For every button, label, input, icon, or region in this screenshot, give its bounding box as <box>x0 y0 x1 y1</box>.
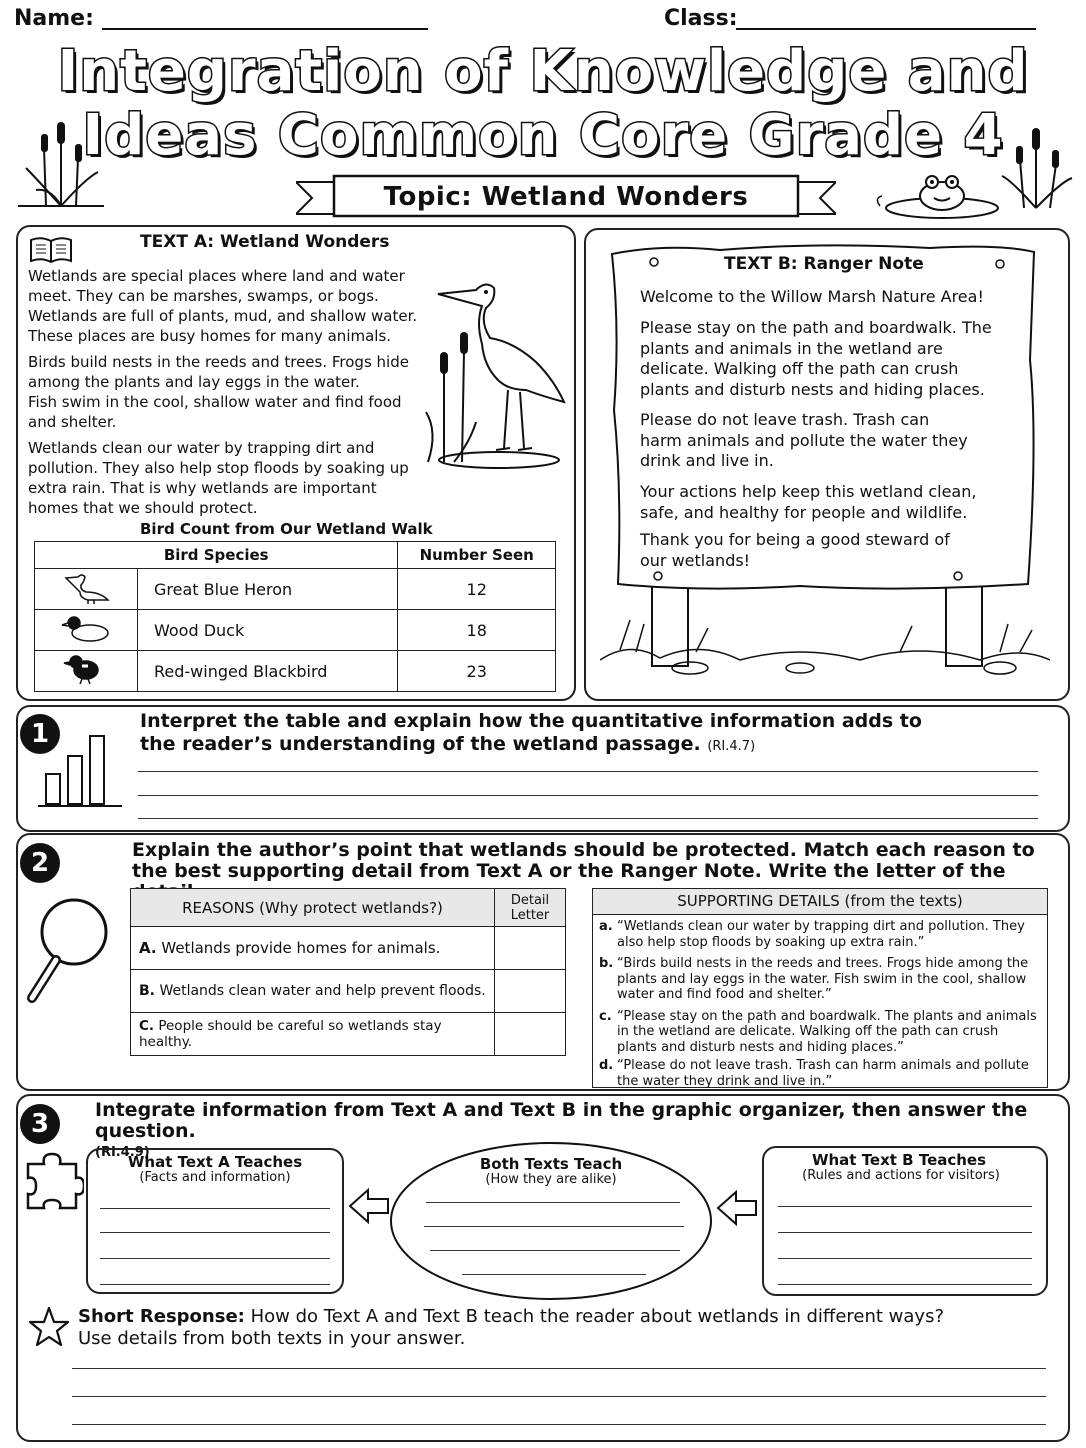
class-field[interactable] <box>736 28 1036 30</box>
text-a-heading: TEXT A: Wetland Wonders <box>140 232 390 252</box>
detail-letter-input[interactable] <box>495 970 566 1013</box>
supporting-detail: c. “Please stay on the path and boardwalk. The plants and animals in the wetland are delicate. Walking off the path can crush plants and disturb nests and hiding places.” <box>599 1008 1037 1055</box>
star-icon <box>28 1306 70 1348</box>
reason-row <box>131 1013 566 1056</box>
magnifying-glass-icon <box>24 892 114 1008</box>
duck-icon <box>56 611 116 645</box>
short-response-text <box>78 1306 978 1350</box>
organizer-line[interactable] <box>778 1258 1032 1259</box>
reason-row <box>131 927 566 970</box>
organizer-line[interactable] <box>100 1232 330 1233</box>
table-header-count: Number Seen <box>398 542 556 569</box>
text-a-paragraph-2: Birds build nests in the reeds and trees. Frogs hide among the plants and lay eggs in the water. <box>28 353 409 391</box>
detail-letter-input[interactable] <box>495 927 566 970</box>
topic-label: Topic: Wetland Wonders <box>383 182 749 212</box>
table-cell-count: 12 <box>398 569 556 610</box>
puzzle-piece-icon <box>22 1150 84 1212</box>
text-b-heading: TEXT B: Ranger Note <box>724 254 924 274</box>
table-cell-species: Wood Duck <box>138 610 398 651</box>
reason-row <box>131 970 566 1013</box>
question-2-number: 2 <box>20 843 60 883</box>
detail-letter-input[interactable] <box>495 1013 566 1056</box>
text-b-paragraph-5: Thank you for being a good steward of our wetlands! <box>640 530 950 570</box>
class-label: Class: <box>664 6 738 31</box>
question-1-prompt: Interpret the table and explain how the quantitative information adds to the reader’s understanding of the wetland passage. <box>140 710 922 755</box>
bird-table-title: Bird Count from Our Wetland Walk <box>140 520 433 538</box>
text-b-paragraph-3: Please do not leave trash. Trash can harm animals and pollute the water they drink and live in. <box>640 410 968 470</box>
organizer-line[interactable] <box>778 1206 1032 1207</box>
reasons-table <box>130 888 566 1056</box>
page-title-line1: Integration of Knowledge and <box>57 39 1029 104</box>
text-b-paragraph-1: Welcome to the Willow Marsh Nature Area! <box>640 287 984 306</box>
text-a-paragraph-3: Fish swim in the cool, shallow water and find food and shelter. <box>28 393 402 431</box>
question-1-text <box>140 710 940 758</box>
detail-letter-header: Detail Letter <box>495 889 566 927</box>
text-b-paragraph-4: Your actions help keep this wetland clean, safe, and healthy for people and wildlife. <box>640 482 977 522</box>
organizer-line[interactable] <box>100 1208 330 1209</box>
book-icon <box>28 234 74 264</box>
cattail-left-icon <box>16 108 106 208</box>
organizer-line[interactable] <box>100 1258 330 1259</box>
reason-text: People should be careful so wetlands stay healthy. <box>139 1018 442 1050</box>
supporting-detail: d. “Please do not leave trash. Trash can harm animals and pollute the water they drink and live in.” <box>599 1058 1029 1089</box>
table-cell-count: 23 <box>398 651 556 692</box>
both-texts-title: Both Texts Teach <box>479 1155 623 1173</box>
reason-letter: A. <box>139 939 157 957</box>
table-header-species: Bird Species <box>35 542 398 569</box>
supporting-details-panel <box>592 888 1048 1088</box>
heron-illustration-icon <box>424 272 574 472</box>
reason-text: Wetlands provide homes for animals. <box>161 939 441 957</box>
table-row <box>35 569 556 610</box>
bar-chart-icon <box>36 728 126 814</box>
organizer-line[interactable] <box>424 1226 684 1227</box>
answer-line[interactable] <box>138 771 1038 772</box>
supporting-detail: a. “Wetlands clean our water by trapping dirt and pollution. They also help stop floods by soaking up extra rain.” <box>599 919 1025 950</box>
arrow-left-icon <box>348 1188 390 1224</box>
table-cell-species: Great Blue Heron <box>138 569 398 610</box>
heron-icon <box>56 570 116 604</box>
reason-text: Wetlands clean water and help prevent floods. <box>159 983 486 999</box>
text-a-paragraph-4: Wetlands clean our water by trapping dirt and pollution. They also help stop floods by soaking up extra rain. That is why wetlands are important homes that we should protect. <box>28 439 409 517</box>
question-1-number: 1 <box>20 714 60 754</box>
frog-icon <box>872 168 1002 222</box>
supporting-detail: b. “Birds build nests in the reeds and trees. Frogs hide among the plants and lay eggs in the water. Fish swim in the cool, shallow water and find food and shelter.” <box>599 956 1029 1002</box>
answer-line[interactable] <box>138 795 1038 796</box>
organizer-line[interactable] <box>778 1284 1032 1285</box>
text-a-organizer-subtitle: (Facts and information) <box>139 1170 291 1185</box>
reason-letter: C. <box>139 1018 155 1034</box>
name-label: Name: <box>14 6 94 31</box>
name-field[interactable] <box>102 28 428 30</box>
answer-line[interactable] <box>72 1396 1046 1397</box>
short-response-prompt: How do Text A and Text B teach the reader about wetlands in different ways? Use details from both texts in your answer. <box>78 1306 944 1349</box>
question-2-standard: (RI.4.8) <box>207 887 256 902</box>
organizer-line[interactable] <box>430 1250 680 1251</box>
question-2-prompt: Explain the author’s point that wetlands should be protected. Match each reason to the best supporting detail from Text A or the Ranger Note. Write the letter of the detail. <box>132 839 1035 903</box>
organizer-line[interactable] <box>778 1232 1032 1233</box>
organizer-line[interactable] <box>100 1284 330 1285</box>
table-cell-species: Red-winged Blackbird <box>138 651 398 692</box>
text-b-organizer-subtitle: (Rules and actions for visitors) <box>802 1168 1000 1183</box>
blackbird-icon <box>56 652 116 686</box>
text-b-paragraph-2: Please stay on the path and boardwalk. The plants and animals in the wetland are delicate. Walking off the path can crush plants and disturb nests and hiding places. <box>640 318 992 399</box>
arrow-left-icon <box>716 1190 758 1226</box>
organizer-line[interactable] <box>426 1202 680 1203</box>
question-1-standard: (RI.4.7) <box>707 739 756 754</box>
question-3-prompt: Integrate information from Text A and Text B in the graphic organizer, then answer the question. <box>95 1099 1028 1142</box>
page-title-line2: Ideas Common Core Grade 4 <box>82 103 1004 168</box>
table-row <box>35 651 556 692</box>
both-texts-subtitle: (How they are alike) <box>485 1172 617 1187</box>
reasons-header: REASONS (Why protect wetlands?) <box>131 889 495 927</box>
cattail-right-icon <box>996 120 1076 210</box>
organizer-line[interactable] <box>462 1274 646 1275</box>
bird-count-table <box>34 541 556 692</box>
reason-letter: B. <box>139 983 155 999</box>
text-b-organizer-title: What Text B Teaches <box>811 1151 987 1169</box>
text-a-organizer-title: What Text A Teaches <box>127 1153 303 1171</box>
answer-line[interactable] <box>138 818 1038 819</box>
answer-line[interactable] <box>72 1424 1046 1425</box>
table-row <box>35 610 556 651</box>
question-3-number: 3 <box>20 1104 60 1144</box>
text-a-paragraph-1: Wetlands are special places where land and water meet. They can be marshes, swamps, or bogs. Wetlands are full of plants, mud, and shallow water. These places are busy homes for many animals. <box>28 267 418 345</box>
table-cell-count: 18 <box>398 610 556 651</box>
question-3-standard: (RI.4.9) <box>95 1145 150 1160</box>
answer-line[interactable] <box>72 1368 1046 1369</box>
supporting-details-header: SUPPORTING DETAILS (from the texts) <box>593 889 1047 915</box>
short-response-label: Short Response: <box>78 1306 245 1327</box>
